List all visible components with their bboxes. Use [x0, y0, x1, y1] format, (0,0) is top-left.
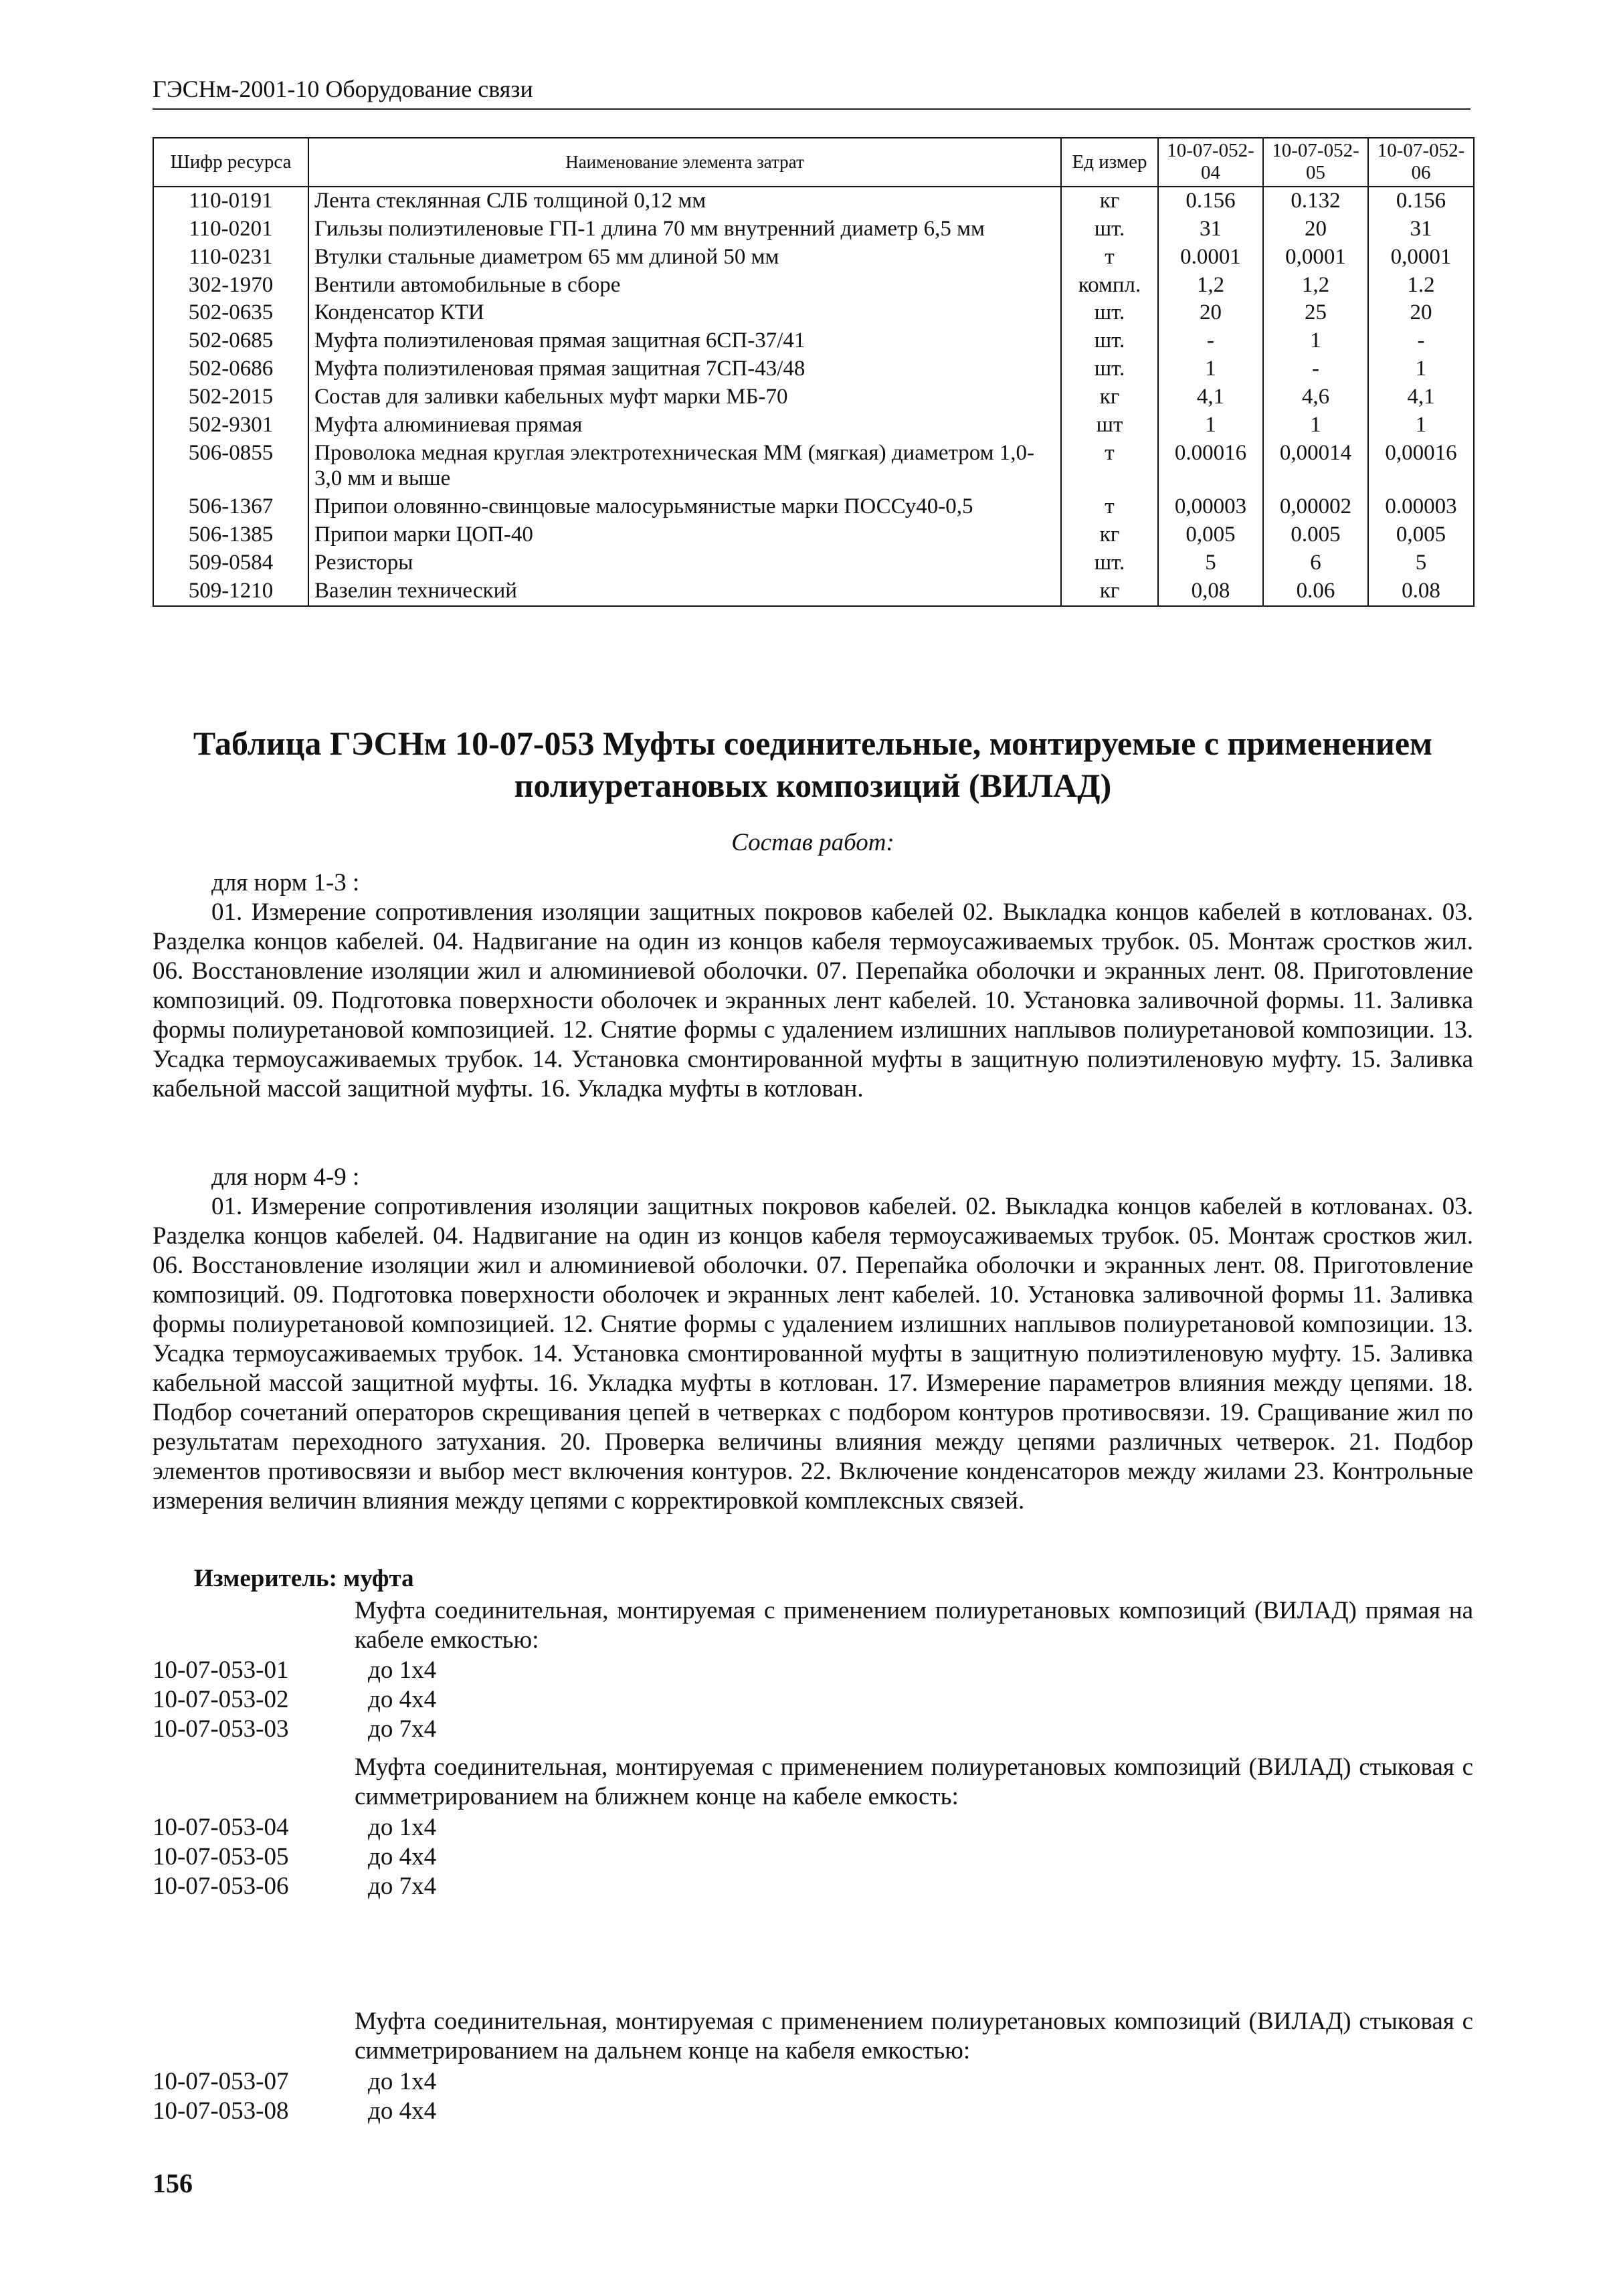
cell-norm-05: 0,00014 — [1263, 440, 1368, 493]
cell-unit: кг — [1061, 187, 1158, 215]
cell-norm-06: 0,005 — [1368, 521, 1474, 549]
cell-norm-04: 0.156 — [1158, 187, 1263, 215]
norm-capacity: до 4x4 — [368, 1843, 437, 1871]
col-header-unit: Ед измер — [1061, 138, 1158, 187]
cell-norm-06: 4,1 — [1368, 383, 1474, 411]
cell-norm-04: 1 — [1158, 411, 1263, 440]
col-header-code: Шифр ресурса — [153, 138, 308, 187]
table-row — [153, 493, 1474, 521]
cell-norm-06: 1 — [1368, 411, 1474, 440]
cell-norm-04: 31 — [1158, 215, 1263, 244]
cell-norm-06: 0,0001 — [1368, 244, 1474, 272]
section-title: Таблица ГЭСНм 10-07-053 Муфты соединительные, монтируемые с применением полиуретановых композиций (ВИЛАД) — [193, 725, 1433, 804]
group3-description: Муфта соединительная, монтируемая с применением полиуретановых композиций (ВИЛАД) стыковая с симметрированием на дальнем конце на кабеля емкостью: — [355, 2008, 1473, 2065]
code-row — [153, 1813, 436, 1842]
cell-norm-04: 4,1 — [1158, 383, 1263, 411]
cell-unit: шт. — [1061, 327, 1158, 355]
cell-norm-04: 0,08 — [1158, 577, 1263, 606]
col-header-norm-04: 10-07-052-04 — [1158, 138, 1263, 187]
cell-name: Проволока медная круглая электротехническая ММ (мягкая) диаметром 1,0-3,0 мм и выше — [308, 440, 1061, 493]
cell-name: Муфта полиэтиленовая прямая защитная 7СП-43/48 — [308, 355, 1061, 383]
cell-norm-04: - — [1158, 327, 1263, 355]
cell-norm-05: 0,00002 — [1263, 493, 1368, 521]
cell-norm-06: 0.08 — [1368, 577, 1474, 606]
norm-code: 10-07-053-05 — [153, 1843, 289, 1871]
cell-unit: шт. — [1061, 355, 1158, 383]
norm-capacity: до 1x4 — [368, 1656, 437, 1684]
cell-norm-06: 1 — [1368, 355, 1474, 383]
cell-norm-05: 4,6 — [1263, 383, 1368, 411]
cell-norm-05: 1 — [1263, 411, 1368, 440]
table-row — [153, 272, 1474, 300]
cell-name: Вазелин технический — [308, 577, 1061, 606]
cell-resource-code: 302-1970 — [153, 272, 308, 300]
cell-norm-06: 20 — [1368, 299, 1474, 327]
table-header-row — [153, 138, 1474, 187]
cell-resource-code: 502-9301 — [153, 411, 308, 440]
page-number: 156 — [153, 2168, 193, 2198]
meter-value: муфта — [343, 1565, 414, 1592]
table-row — [153, 299, 1474, 327]
code-row — [153, 1656, 436, 1685]
cell-unit: т — [1061, 440, 1158, 493]
norm-capacity: до 4x4 — [368, 1686, 437, 1713]
cell-unit: кг — [1061, 383, 1158, 411]
code-row — [153, 2097, 436, 2126]
cell-unit: шт. — [1061, 299, 1158, 327]
cell-norm-04: 1 — [1158, 355, 1263, 383]
cell-resource-code: 110-0201 — [153, 215, 308, 244]
cell-resource-code: 502-2015 — [153, 383, 308, 411]
norm-capacity: до 1x4 — [368, 1814, 437, 1841]
resource-table — [153, 137, 1475, 607]
cell-norm-04: 0.00016 — [1158, 440, 1263, 493]
cell-name: Конденсатор КТИ — [308, 299, 1061, 327]
norm-code: 10-07-053-03 — [153, 1715, 289, 1743]
cell-norm-06: 1.2 — [1368, 272, 1474, 300]
norm-code: 10-07-053-08 — [153, 2097, 289, 2125]
cell-norm-04: 0,005 — [1158, 521, 1263, 549]
code-row — [153, 1842, 436, 1872]
cell-name: Втулки стальные диаметром 65 мм длиной 50 мм — [308, 244, 1061, 272]
resource-table-body — [153, 187, 1474, 606]
meter-label: Измеритель: — [194, 1565, 337, 1592]
norms-4-9-text: 01. Измерение сопротивления изоляции защитных покровов кабелей. 02. Выкладка концов кабелей в котлованах. 03. Разделка концов кабелей. 04. Надвигание на один из концов кабеля термоусаживаемых трубок. 05. Монтаж сростков жил. 06. Восстановление изоляции жил и алюминиевой оболочки. 07. Перепайка оболочки и экранных лент. 08. Приготовление композиций. 09. Подготовка поверхности оболочек и экранных лент кабелей. 10. Установка заливочной формы 11. Заливка формы полиуретановой композицией. 12. Снятие формы с удалением излишних наплывов полиуретановой композиции. 13. Усадка термоусаживаемых трубок. 14. Установка смонтированной муфты в защитную полиэтиленовую муфту. 15. Заливка кабельной массой защитной муфты. 16. Укладка муфты в котлован. 17. Измерение параметров влияния между цепями. 18. Подбор сочетаний операторов скрещивания цепей в четверках с подбором контуров противосвязи. 19. Сращивание жил по результатам переходного затухания. 20. Проверка величины влияния между цепями различных четверок. 21. Подбор элементов противосвязи и выбор мест включения контуров. 22. Включение конденсаторов между жилами 23. Контрольные измерения величин влияния между цепями с корректировкой комплексных связей. — [153, 1193, 1473, 1515]
norm-code: 10-07-053-02 — [153, 1686, 289, 1713]
cell-norm-05: 20 — [1263, 215, 1368, 244]
cell-name: Резисторы — [308, 549, 1061, 577]
norm-code: 10-07-053-04 — [153, 1814, 289, 1841]
cell-name: Припои марки ЦОП-40 — [308, 521, 1061, 549]
col-header-norm-05: 10-07-052-05 — [1263, 138, 1368, 187]
cell-norm-05: 1 — [1263, 327, 1368, 355]
cell-norm-04: 0,00003 — [1158, 493, 1263, 521]
cell-unit: кг — [1061, 577, 1158, 606]
norm-capacity: до 4x4 — [368, 2097, 437, 2125]
table-row — [153, 187, 1474, 215]
cell-unit: компл. — [1061, 272, 1158, 300]
cell-resource-code: 509-0584 — [153, 549, 308, 577]
cell-resource-code: 502-0635 — [153, 299, 308, 327]
table-row — [153, 549, 1474, 577]
cell-norm-04: 5 — [1158, 549, 1263, 577]
cell-norm-05: 1,2 — [1263, 272, 1368, 300]
cell-norm-05: 0.06 — [1263, 577, 1368, 606]
norms-1-3-label: для норм 1-3 : — [211, 869, 360, 896]
cell-norm-06: 0,00016 — [1368, 440, 1474, 493]
cell-resource-code: 506-1385 — [153, 521, 308, 549]
cell-resource-code: 509-1210 — [153, 577, 308, 606]
cell-unit: шт. — [1061, 549, 1158, 577]
code-row — [153, 1685, 436, 1715]
cell-resource-code: 506-1367 — [153, 493, 308, 521]
table-row — [153, 411, 1474, 440]
table-row — [153, 383, 1474, 411]
cell-resource-code: 506-0855 — [153, 440, 308, 493]
cell-resource-code: 110-0231 — [153, 244, 308, 272]
cell-name: Муфта полиэтиленовая прямая защитная 6СП-37/41 — [308, 327, 1061, 355]
cell-resource-code: 110-0191 — [153, 187, 308, 215]
norm-capacity: до 7x4 — [368, 1715, 437, 1743]
cell-name: Состав для заливки кабельных муфт марки МБ-70 — [308, 383, 1061, 411]
cell-unit: шт — [1061, 411, 1158, 440]
cell-norm-05: 0,0001 — [1263, 244, 1368, 272]
cell-norm-06: 5 — [1368, 549, 1474, 577]
col-header-norm-06: 10-07-052-06 — [1368, 138, 1474, 187]
cell-norm-04: 0.0001 — [1158, 244, 1263, 272]
cell-norm-05: - — [1263, 355, 1368, 383]
norm-capacity: до 7x4 — [368, 1873, 437, 1900]
cell-norm-05: 6 — [1263, 549, 1368, 577]
norm-code: 10-07-053-06 — [153, 1873, 289, 1900]
cell-name: Гильзы полиэтиленовые ГП-1 длина 70 мм внутренний диаметр 6,5 мм — [308, 215, 1061, 244]
norms-1-3-text: 01. Измерение сопротивления изоляции защитных покровов кабелей 02. Выкладка концов кабелей в котлованах. 03. Разделка концов кабелей. 04. Надвигание на один из концов кабеля термоусаживаемых трубок. 05. Монтаж сростков жил. 06. Восстановление изоляции жил и алюминиевой оболочки. 07. Перепайка оболочки и экранных лент. 08. Приготовление композиций. 09. Подготовка поверхности оболочек и экранных лент кабелей. 10. Установка заливочной формы. 11. Заливка формы полиуретановой композицией. 12. Снятие формы с удалением излишних наплывов полиуретановой композиции. 13. Усадка термоусаживаемых трубок. 14. Установка смонтированной муфты в защитную полиэтиленовую муфту. 15. Заливка кабельной массой защитной муфты. 16. Укладка муфты в котлован. — [153, 898, 1473, 1103]
cell-norm-06: - — [1368, 327, 1474, 355]
section-subtitle: Состав работ: — [731, 829, 894, 856]
cell-norm-05: 25 — [1263, 299, 1368, 327]
cell-unit: кг — [1061, 521, 1158, 549]
cell-norm-06: 0.00003 — [1368, 493, 1474, 521]
cell-name: Лента стеклянная СЛБ толщиной 0,12 мм — [308, 187, 1061, 215]
cell-norm-06: 31 — [1368, 215, 1474, 244]
cell-norm-06: 0.156 — [1368, 187, 1474, 215]
cell-resource-code: 502-0686 — [153, 355, 308, 383]
cell-name: Муфта алюминиевая прямая — [308, 411, 1061, 440]
cell-unit: шт. — [1061, 215, 1158, 244]
table-row — [153, 244, 1474, 272]
code-row — [153, 2067, 436, 2097]
code-row — [153, 1872, 436, 1901]
cell-name: Вентили автомобильные в сборе — [308, 272, 1061, 300]
norms-4-9-label: для норм 4-9 : — [211, 1163, 360, 1191]
norm-code: 10-07-053-01 — [153, 1656, 289, 1684]
col-header-name: Наименование элемента затрат — [308, 138, 1061, 187]
cell-norm-05: 0.132 — [1263, 187, 1368, 215]
cell-norm-05: 0.005 — [1263, 521, 1368, 549]
group1-description: Муфта соединительная, монтируемая с применением полиуретановых композиций (ВИЛАД) прямая на кабеле емкостью: — [355, 1597, 1473, 1654]
table-row — [153, 215, 1474, 244]
cell-unit: т — [1061, 493, 1158, 521]
cell-unit: т — [1061, 244, 1158, 272]
norm-code: 10-07-053-07 — [153, 2068, 289, 2095]
cell-norm-04: 20 — [1158, 299, 1263, 327]
cell-norm-04: 1,2 — [1158, 272, 1263, 300]
table-row — [153, 577, 1474, 606]
cell-resource-code: 502-0685 — [153, 327, 308, 355]
table-row — [153, 521, 1474, 549]
page-header: ГЭСНм-2001-10 Оборудование связи — [153, 75, 1470, 110]
table-row — [153, 327, 1474, 355]
cell-name: Припои оловянно-свинцовые малосурьмянистые марки ПОССу40-0,5 — [308, 493, 1061, 521]
table-row — [153, 355, 1474, 383]
code-row — [153, 1715, 436, 1744]
meter-line — [194, 1564, 414, 1594]
group2-description: Муфта соединительная, монтируемая с применением полиуретановых композиций (ВИЛАД) стыковая с симметрированием на ближнем конце на кабеле емкость: — [355, 1753, 1473, 1810]
table-row — [153, 440, 1474, 493]
norm-capacity: до 1x4 — [368, 2068, 437, 2095]
